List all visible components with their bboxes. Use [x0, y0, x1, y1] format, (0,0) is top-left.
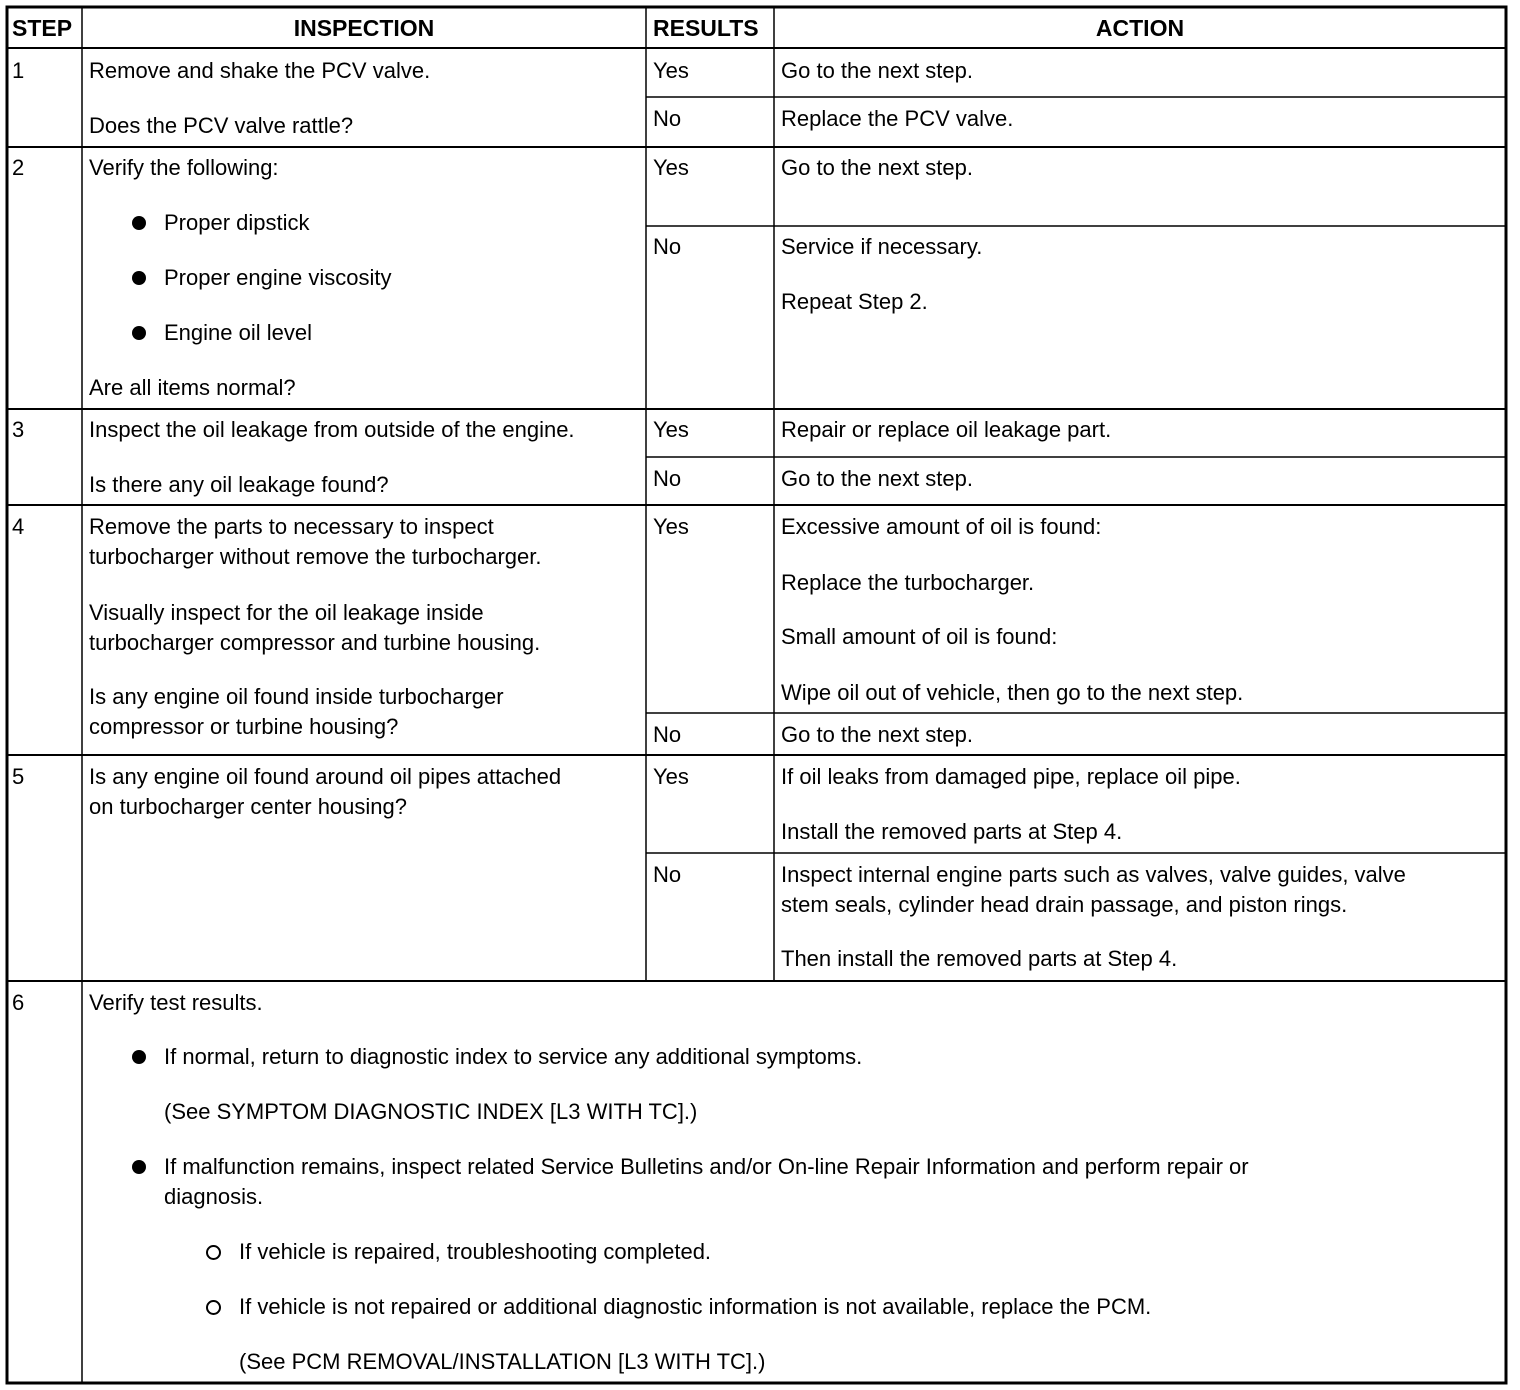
header-step: STEP: [12, 15, 73, 41]
action-text: stem seals, cylinder head drain passage, and piston rings.: [781, 892, 1348, 917]
bullet-item: Engine oil level: [164, 320, 312, 345]
action-text: Repeat Step 2.: [781, 289, 928, 314]
bullet-icon: [132, 1160, 146, 1174]
inspection-question: on turbocharger center housing?: [89, 794, 407, 819]
action-text: Service if necessary.: [781, 234, 983, 259]
result-yes: Yes: [653, 58, 689, 83]
step-number: 1: [12, 58, 25, 83]
action-text: Go to the next step.: [781, 155, 974, 180]
bullet-icon: [132, 326, 146, 340]
bullet-item: diagnosis.: [164, 1184, 264, 1209]
inspection-text: Verify the following:: [89, 155, 279, 180]
step-number: 6: [12, 990, 25, 1015]
action-text: Wipe oil out of vehicle, then go to the next step.: [781, 680, 1244, 705]
action-text: Replace the turbocharger.: [781, 570, 1035, 595]
action-text: Then install the removed parts at Step 4.: [781, 946, 1178, 971]
step-number: 5: [12, 764, 25, 789]
step-number: 4: [12, 514, 25, 539]
header-results: RESULTS: [653, 15, 759, 41]
inspection-question: compressor or turbine housing?: [89, 714, 399, 739]
result-no: No: [653, 722, 682, 747]
action-text: Small amount of oil is found:: [781, 624, 1058, 649]
result-yes: Yes: [653, 514, 689, 539]
reference-link: (See PCM REMOVAL/INSTALLATION [L3 WITH TC].): [239, 1349, 766, 1374]
header-action: ACTION: [1095, 15, 1185, 41]
action-text: Install the removed parts at Step 4.: [781, 819, 1123, 844]
inspection-text: Inspect the oil leakage from outside of the engine.: [89, 417, 575, 442]
result-yes: Yes: [653, 764, 689, 789]
bullet-item: If malfunction remains, inspect related Service Bulletins and/or On-line Repair Information and perform repair or: [164, 1154, 1249, 1179]
action-text: Go to the next step.: [781, 722, 974, 747]
inspection-question: Is any engine oil found inside turbocharger: [89, 684, 504, 709]
inspection-text: turbocharger without remove the turbocharger.: [89, 544, 542, 569]
sub-bullet-icon: [206, 1300, 221, 1315]
bullet-item: If normal, return to diagnostic index to service any additional symptoms.: [164, 1044, 863, 1069]
step-number: 3: [12, 417, 25, 442]
step-number: 2: [12, 155, 25, 180]
inspection-text: turbocharger compressor and turbine housing.: [89, 630, 541, 655]
bullet-icon: [132, 1050, 146, 1064]
inspection-question: Are all items normal?: [89, 375, 296, 400]
action-text: Go to the next step.: [781, 58, 974, 83]
inspection-text: Remove the parts to necessary to inspect: [89, 514, 494, 539]
bullet-icon: [132, 271, 146, 285]
inspection-text: Remove and shake the PCV valve.: [89, 58, 431, 83]
result-no: No: [653, 862, 682, 887]
sub-bullet-item: If vehicle is not repaired or additional diagnostic information is not available, replace the PCM.: [239, 1294, 1152, 1319]
inspection-text: Visually inspect for the oil leakage inside: [89, 600, 484, 625]
action-text: Replace the PCV valve.: [781, 106, 1014, 131]
action-text: Go to the next step.: [781, 466, 974, 491]
sub-bullet-icon: [206, 1245, 221, 1260]
action-text: Excessive amount of oil is found:: [781, 514, 1102, 539]
action-text: Repair or replace oil leakage part.: [781, 417, 1112, 442]
result-no: No: [653, 106, 682, 131]
result-yes: Yes: [653, 155, 689, 180]
inspection-question: Is any engine oil found around oil pipes attached: [89, 764, 562, 789]
action-text: Inspect internal engine parts such as valves, valve guides, valve: [781, 862, 1406, 887]
bullet-icon: [132, 216, 146, 230]
sub-bullet-item: If vehicle is repaired, troubleshooting completed.: [239, 1239, 712, 1264]
inspection-question: Is there any oil leakage found?: [89, 472, 389, 497]
bullet-item: Proper engine viscosity: [164, 265, 392, 290]
reference-link: (See SYMPTOM DIAGNOSTIC INDEX [L3 WITH TC].): [164, 1099, 698, 1124]
bullet-item: Proper dipstick: [164, 210, 310, 235]
result-no: No: [653, 234, 682, 259]
result-no: No: [653, 466, 682, 491]
inspection-text: Verify test results.: [89, 990, 263, 1015]
header-inspection: INSPECTION: [293, 15, 435, 41]
action-text: If oil leaks from damaged pipe, replace oil pipe.: [781, 764, 1241, 789]
inspection-question: Does the PCV valve rattle?: [89, 113, 354, 138]
result-yes: Yes: [653, 417, 689, 442]
